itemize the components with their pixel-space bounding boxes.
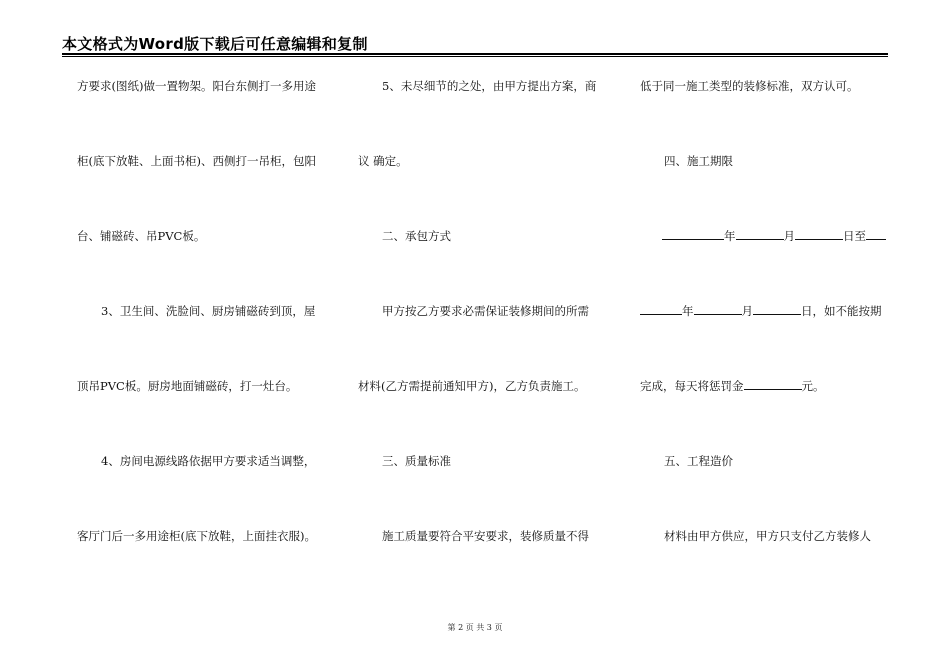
section-heading: 五、工程造价 [664,454,733,468]
section-heading: 二、承包方式 [382,229,451,243]
currency-unit: 元。 [801,379,825,393]
blank-underline [640,305,682,315]
text-line: 客厅门后一多用途柜(底下放鞋，上面挂衣服)。 [77,529,316,543]
page-number-footer: 第 2 页 共 3 页 [447,623,503,632]
penalty-fill-line [640,379,825,393]
blank-underline [866,230,886,240]
blank-underline [795,230,843,240]
text-line: 低于同一施工类型的装修标准，双方认可。 [640,79,859,93]
text-line: 柜(底下放鞋、上面书柜)、西侧打一吊柜，包阳 [77,154,316,168]
text-line: 4、房间电源线路依据甲方要求适当调整， [101,454,316,468]
section-heading: 四、施工期限 [664,154,733,168]
text-line: 材料由甲方供应，甲方只支付乙方装修人 [664,529,871,543]
date-unit-to: 日至 [843,229,866,243]
date-unit-year: 年 [682,304,694,318]
text-line: 5、未尽细节的之处，由甲方提出方案，商 [382,79,597,93]
text-line: 议 确定。 [358,154,408,168]
date-unit-year: 年 [724,229,736,243]
text-line: 方要求(图纸)做一置物架。阳台东侧打一多用途 [77,79,316,93]
date-unit-month: 月 [783,229,795,243]
text-line: 甲方按乙方要求必需保证装修期间的所需 [382,304,589,318]
penalty-text: 完成，每天将惩罚金 [640,379,744,393]
document-header: 本文格式为Word版下载后可任意编辑和复制 [62,35,368,53]
text-line: 顶吊PVC板。厨房地面铺磁砖，打一灶台。 [77,379,298,393]
date-continuation: 日，如不能按期 [801,304,882,318]
blank-underline [694,305,742,315]
text-line: 台、铺磁砖、吊PVC板。 [77,229,206,243]
section-heading: 三、质量标准 [382,454,451,468]
header-rule [62,53,888,55]
text-line: 施工质量要符合平安要求，装修质量不得 [382,529,589,543]
date-unit-month: 月 [741,304,753,318]
header-rule-thin [62,56,888,57]
blank-underline [744,380,802,390]
blank-underline [736,230,784,240]
date-fill-line [662,229,886,243]
blank-underline [662,230,724,240]
date-fill-line [640,304,882,318]
text-line: 3、卫生间、洗脸间、厨房铺磁砖到顶，屋 [101,304,316,318]
blank-underline [753,305,801,315]
text-line: 材料(乙方需提前通知甲方)，乙方负责施工。 [358,379,586,393]
